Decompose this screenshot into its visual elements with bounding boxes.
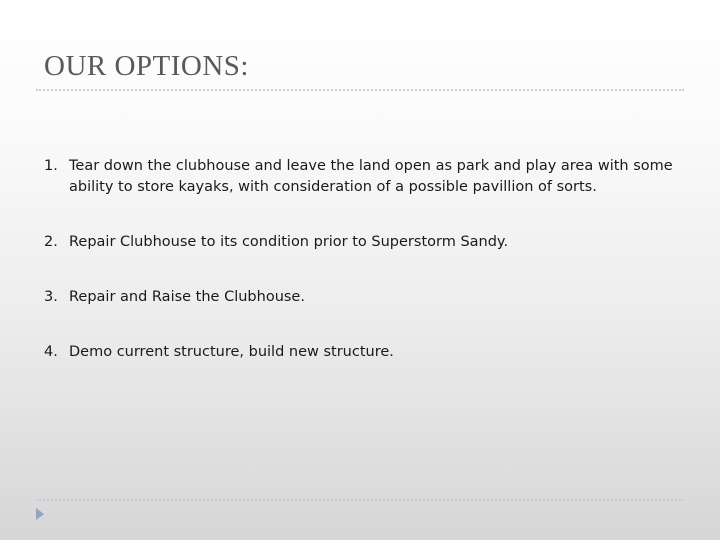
play-arrow-icon [36, 508, 44, 520]
list-item [44, 287, 684, 308]
list-item-number: 3. [44, 289, 58, 305]
footer-divider [36, 499, 684, 501]
list-item-number: 1. [44, 158, 58, 174]
options-list [44, 156, 684, 397]
slide-title: OUR OPTIONS: [44, 50, 249, 82]
list-item-text: Tear down the clubhouse and leave the land open as park and play area with some ability to store kayaks, with consideration of a possible pavillion of sorts. [69, 158, 673, 195]
list-item-text: Repair and Raise the Clubhouse. [69, 289, 305, 305]
title-divider [36, 89, 684, 91]
list-item-text: Demo current structure, build new structure. [69, 344, 394, 360]
list-item [44, 232, 684, 253]
list-item-number: 4. [44, 344, 58, 360]
list-item-number: 2. [44, 234, 58, 250]
list-item [44, 156, 684, 198]
list-item [44, 342, 684, 363]
list-item-text: Repair Clubhouse to its condition prior to Superstorm Sandy. [69, 234, 509, 250]
